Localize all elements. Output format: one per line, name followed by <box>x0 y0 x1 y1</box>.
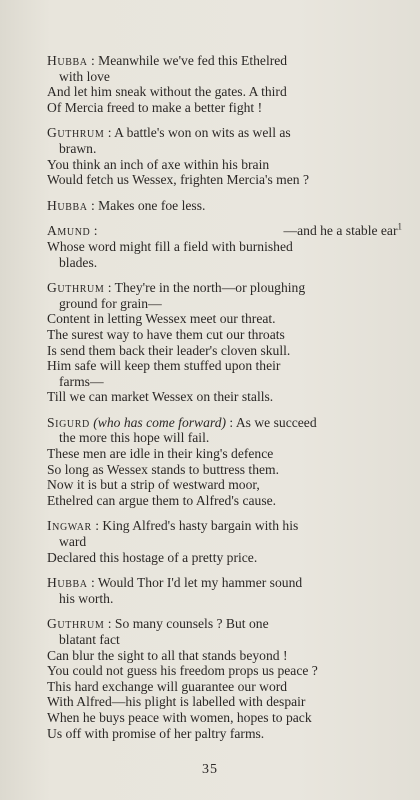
verse-line <box>47 534 402 550</box>
line-text: Can blur the sight to all that stands beyond ! <box>47 647 288 663</box>
speaker-name: Guthrum <box>47 125 105 141</box>
line-text: ward <box>59 534 87 550</box>
line-text: : So many counsels ? But one <box>104 616 269 632</box>
line-text: farms— <box>59 373 104 389</box>
line-text: : A battle's won on wits as well as <box>104 125 291 141</box>
speech-block <box>47 53 402 115</box>
verse-line <box>47 415 402 431</box>
line-text: : <box>90 223 98 239</box>
line-text: Him safe will keep them stuffed upon their <box>47 358 281 374</box>
line-text: Now it is but a strip of westward moor, <box>47 477 260 493</box>
speech-block <box>47 280 402 405</box>
verse-line <box>47 280 402 296</box>
line-text: So long as Wessex stands to buttress them. <box>47 461 280 477</box>
verse-line <box>47 694 402 710</box>
verse-line <box>47 726 402 742</box>
line-text: These men are idle in their king's defence <box>47 446 274 462</box>
line-text: The surest way to have them cut our throats <box>47 326 285 342</box>
speech-block <box>47 223 402 270</box>
verse-line <box>47 327 402 343</box>
verse-line <box>47 430 402 446</box>
verse-line <box>47 710 402 726</box>
line-text: Ethelred can argue them to Alfred's cause. <box>47 492 277 508</box>
line-text: : Meanwhile we've fed this Ethelred <box>87 53 288 68</box>
verse-line <box>47 84 402 100</box>
verse-line <box>47 296 402 312</box>
line-text: You think an inch of axe within his brain <box>47 156 270 172</box>
line-text: With Alfred—his plight is labelled with despair <box>47 694 306 710</box>
speaker-name: Hubba <box>47 575 88 591</box>
line-text: his worth. <box>59 590 114 606</box>
verse-line <box>47 311 402 327</box>
speaker-name: Hubba <box>47 197 88 213</box>
verse-line <box>47 550 402 566</box>
verse-line <box>47 343 402 359</box>
verse-line <box>47 591 402 607</box>
verse-line <box>47 223 402 239</box>
verse-line <box>47 172 402 188</box>
footnote-marker: 1 <box>397 221 402 232</box>
speaker-name: Amund <box>47 223 91 239</box>
line-text: This hard exchange will guarantee our word <box>47 678 288 694</box>
verse-line <box>47 679 402 695</box>
line-text: Us off with promise of her paltry farms. <box>47 725 265 741</box>
speech-block <box>47 125 402 187</box>
line-text: the more this hope will fail. <box>59 430 210 446</box>
verse-line <box>47 141 402 157</box>
line-text: ground for grain— <box>59 295 162 311</box>
verse-line <box>47 255 402 271</box>
line-text: Till we can market Wessex on their stalls. <box>47 389 274 405</box>
right-aligned-text <box>284 223 402 239</box>
speech-block <box>47 415 402 509</box>
verse-line <box>47 632 402 648</box>
verse-line <box>47 69 402 85</box>
verse-line <box>47 462 402 478</box>
verse-line <box>47 616 402 632</box>
line-text: : As we succeed <box>226 414 317 430</box>
line-text: : Makes one foe less. <box>87 197 206 213</box>
verse-line <box>47 518 402 534</box>
line-text: blades. <box>59 254 98 270</box>
verse-line <box>47 374 402 390</box>
speaker-name: Ingwar <box>47 518 92 534</box>
verse-line <box>47 575 402 591</box>
verse-line <box>47 100 402 116</box>
verse-line <box>47 648 402 664</box>
line-text: brawn. <box>59 140 97 156</box>
line-text: : They're in the north—or ploughing <box>104 280 306 296</box>
line-text: Declared this hostage of a pretty price. <box>47 549 258 565</box>
speech-block <box>47 616 402 741</box>
verse-line <box>47 157 402 173</box>
verse-line <box>47 239 402 255</box>
speech-block <box>47 518 402 565</box>
verse-line <box>47 477 402 493</box>
verse-line <box>47 493 402 509</box>
verse-line <box>47 198 402 214</box>
line-text: : Would Thor I'd let my hammer sound <box>87 575 303 591</box>
line-text: Whose word might fill a field with burnished <box>47 238 293 254</box>
line-text-right: —and he a stable ear <box>283 223 398 239</box>
speaker-name: Guthrum <box>47 616 105 632</box>
verse-line <box>47 53 402 69</box>
speech-block <box>47 575 402 606</box>
line-text: And let him sneak without the gates. A third <box>47 84 287 100</box>
line-text: with love <box>59 68 110 84</box>
line-text: Of Mercia freed to make a better fight ! <box>47 99 263 115</box>
speaker-name: Sigurd <box>47 414 90 430</box>
speech-block <box>47 198 402 214</box>
verse-line <box>47 358 402 374</box>
verse-line <box>47 125 402 141</box>
verse-line <box>47 389 402 405</box>
speaker-name: Hubba <box>47 53 88 68</box>
page-number: 35 <box>202 762 218 777</box>
verse-line <box>47 663 402 679</box>
line-text: : King Alfred's hasty bargain with his <box>91 518 299 534</box>
stage-direction: (who has come forward) <box>93 414 227 430</box>
line-text: You could not guess his freedom props us peace ? <box>47 663 318 679</box>
line-text: Is send them back their leader's cloven skull. <box>47 342 291 358</box>
line-text: Content in letting Wessex meet our threat. <box>47 311 276 327</box>
play-text <box>47 53 402 741</box>
verse-line <box>47 446 402 462</box>
line-text: blatant fact <box>59 632 120 647</box>
line-text: When he buys peace with women, hopes to pack <box>47 709 312 725</box>
line-text: Would fetch us Wessex, frighten Mercia's men ? <box>47 172 309 188</box>
speaker-name: Guthrum <box>47 280 105 296</box>
